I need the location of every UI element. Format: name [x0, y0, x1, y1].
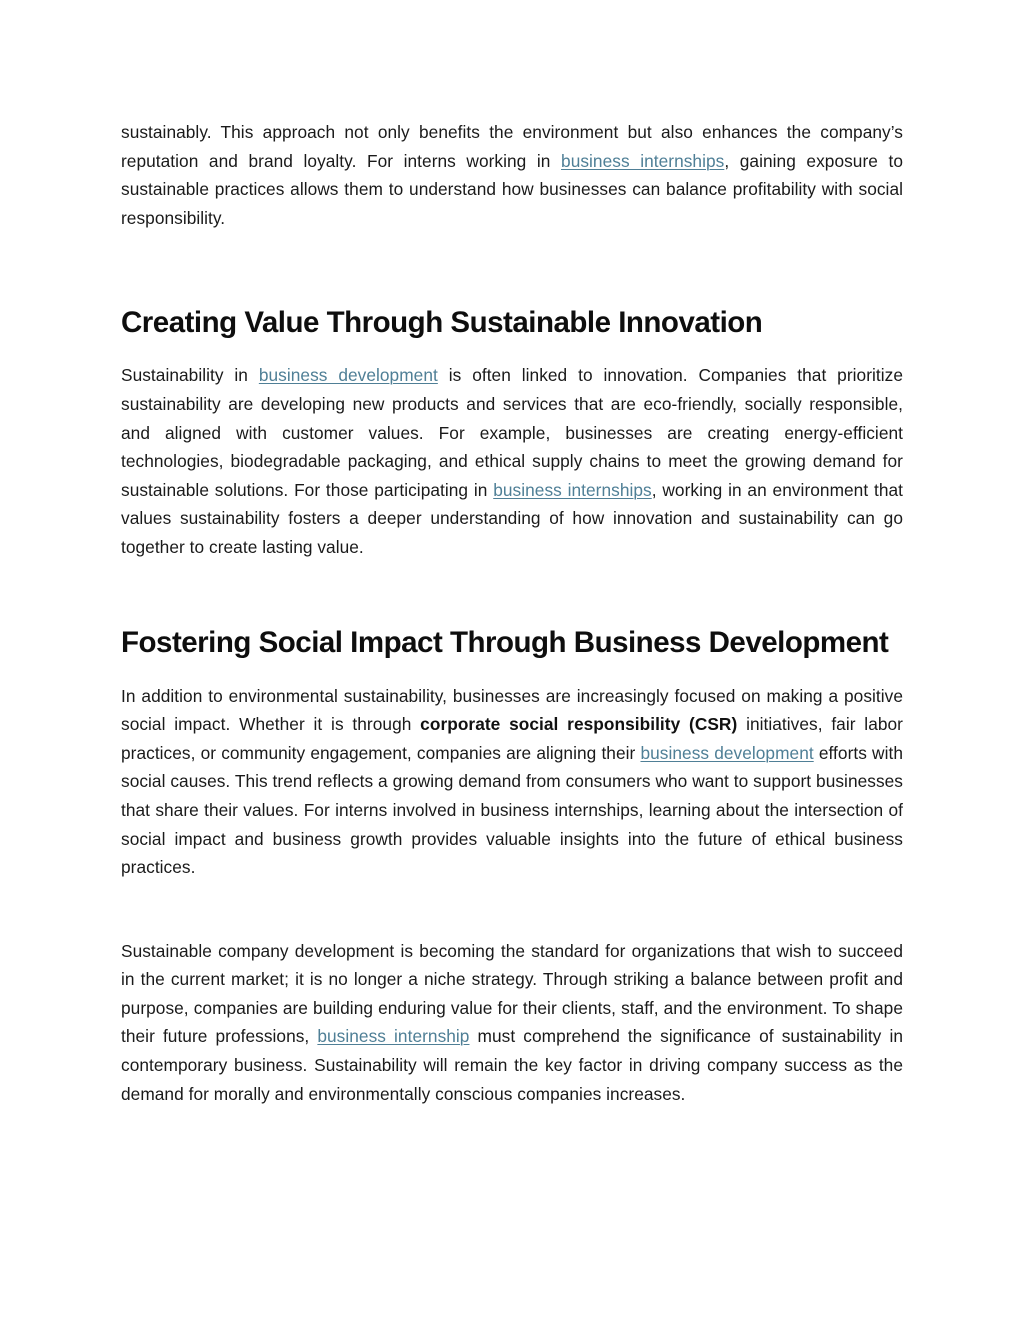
- innovation-paragraph: [121, 361, 903, 561]
- business-development-link[interactable]: business development: [258, 365, 438, 386]
- conclusion-text-2: must comprehend the significance of sustainability in contemporary business. Sustainability will remain the key factor in driving company success as the demand for morally and environmentally conscious companies increases.: [121, 1026, 903, 1104]
- document-page: [121, 118, 903, 1108]
- business-internships-link[interactable]: business internships: [561, 150, 725, 171]
- social-text-2: initiatives, fair labor practices, or community engagement, companies are aligning their: [121, 714, 903, 763]
- social-text-3: efforts with social causes. This trend reflects a growing demand from consumers who want to support businesses that share their values. For interns involved in business internships, learning about the intersection of social impact and business growth provides valuable insights into the future of ethical business practices.: [121, 742, 903, 878]
- conclusion-text-1: Sustainable company development is becoming the standard for organizations that wish to succeed in the current market; it is no longer a niche strategy. Through striking a balance between profit and purpose, companies are building enduring value for their clients, staff, and the environment. To shape their future professions,: [121, 940, 903, 1047]
- social-text-1: In addition to environmental sustainability, businesses are increasingly focused on making a positive social impact. Whether it is through: [121, 685, 903, 735]
- innovation-text-2: is often linked to innovation. Companies that prioritize sustainability are developing new products and services that are eco-friendly, socially responsible, and aligned with customer values. For example, businesses are creating energy-efficient technologies, biodegradable packaging, and ethical supply chains to meet the growing demand for sustainable solutions. For those participating in: [121, 365, 903, 500]
- business-internships-link[interactable]: business internships: [493, 479, 652, 500]
- innovation-text-1: Sustainability in: [121, 365, 259, 386]
- conclusion-paragraph: [121, 937, 903, 1109]
- intro-text-2: , gaining exposure to sustainable practices allows them to understand how businesses can balance profitability with social responsibility.: [121, 150, 904, 228]
- business-internship-link[interactable]: business internship: [317, 1026, 470, 1047]
- intro-text-1: sustainably. This approach not only benefits the environment but also enhances the company’s reputation and brand loyalty. For interns working in: [121, 122, 903, 171]
- heading-social-impact: Fostering Social Impact Through Business Development: [121, 625, 889, 659]
- social-impact-paragraph: [121, 682, 903, 882]
- innovation-text-3: , working in an environment that values sustainability fosters a deeper understanding of how innovation and sustainability can go together to create lasting value.: [121, 479, 904, 557]
- csr-bold-text: corporate social responsibility (CSR): [420, 714, 738, 735]
- heading-sustainable-innovation: Creating Value Through Sustainable Innovation: [121, 306, 763, 340]
- business-development-link[interactable]: business development: [640, 742, 814, 763]
- intro-paragraph: [121, 118, 903, 232]
